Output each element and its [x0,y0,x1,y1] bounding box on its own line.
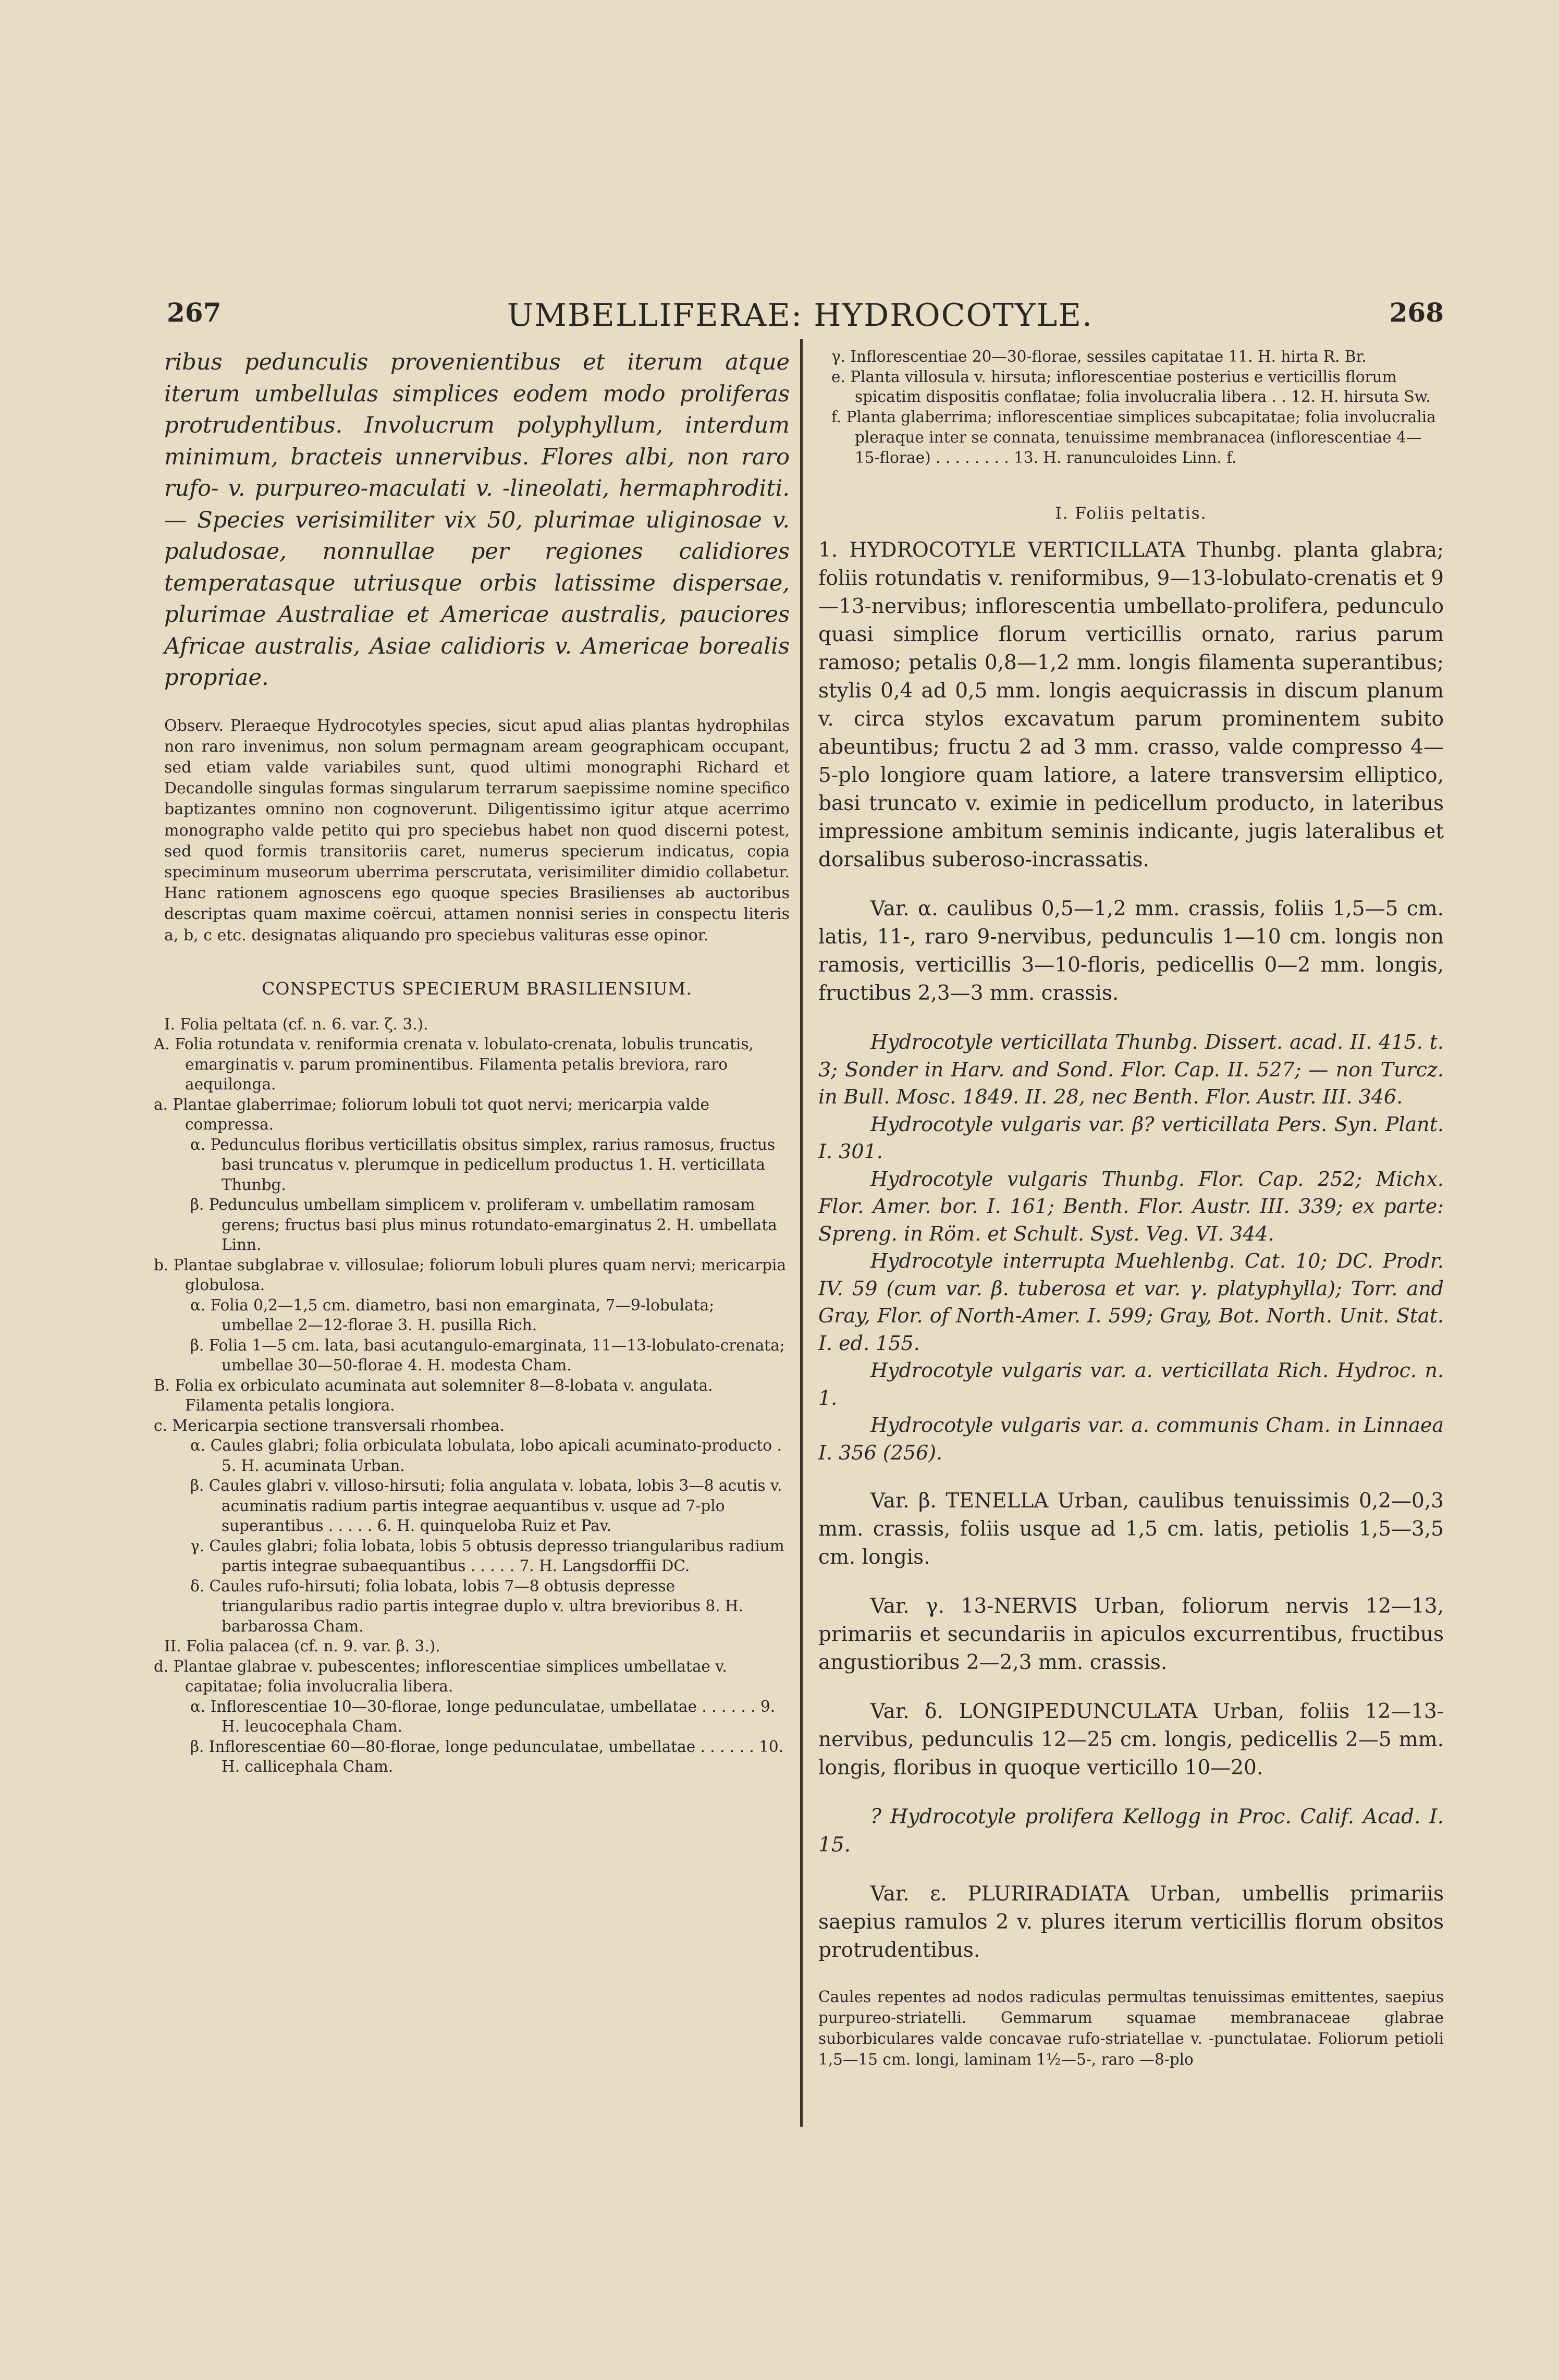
variety-gamma: Var. γ. 13-NERVIS Urban, foliorum nervis 12—13, primariis et secundariis in apiculos excurrentibus, fructibus angustioribus 2—2,3 mm. crassis. [818,1594,1444,1675]
variety-alpha: Var. α. caulibus 0,5—1,2 mm. crassis, foliis 1,5—5 cm. latis, 11-, raro 9-nervibus, pedunculis 1—10 cm. longis non ramosis, verticillis 3—10-floris, pedicellis 0—2 mm. longis, fructibus 2,3—3 mm. crassis. [818,897,1444,1005]
key-line: β. Pedunculus umbellam simplicem v. proliferam v. umbellatim ramosam gerens; fructus basi plus minus rotundato-emarginatus 2. H. umbellata Linn. [190,1196,777,1254]
species-key [154,1014,790,1777]
key-line: e. Planta villosula v. hirsuta; inflorescentiae posterius e verticillis florum spicatim dispositis conflatae; folia involucralia libera . . 12. H. hirsuta Sw. [831,367,1431,406]
synonym-entry: Hydrocotyle vulgaris var. a. communis Cham. in Linnaea I. 356 (256). [818,1414,1444,1464]
key-line: B. Folia ex orbiculato acuminata aut solemniter 8—8-lobata v. angulata. Filamenta petalis longiora. [154,1376,713,1415]
key-line: β. Inflorescentiae 60—80-florae, longe pedunculatae, umbellatae . . . . . . 10. H. callicephala Cham. [190,1737,783,1776]
key-line: I. Folia peltata (cf. n. 6. var. ζ. 3.). [164,1015,428,1033]
key-line: δ. Caules rufo-hirsuti; folia lobata, lobis 7—8 obtusis depresse triangularibus radio partis integrae duplo v. ultra brevioribus 8. H. barbarossa Cham. [190,1577,743,1635]
key-line: a. Plantae glaberrimae; foliorum lobuli tot quot nervi; mericarpia valde compressa. [154,1095,709,1134]
synonym-entry: Hydrocotyle interrupta Muehlenbg. Cat. 10; DC. Prodr. IV. 59 (cum var. β. tuberosa et var. γ. platyphylla); Torr. and Gray, Flor. of North-Amer. I. 599; Gray, Bot. North. Unit. Stat. I. ed. 155. [818,1249,1444,1355]
variety-delta: Var. δ. LONGIPEDUNCULATA Urban, foliis 12—13-nervibus, pedunculis 12—25 cm. longis, pedicellis 2—5 mm. longis, floribus in quoque verticillo 10—20. [818,1700,1444,1780]
observation-note: Observ. Pleraeque Hydrocotyles species, sicut apud alias plantas hydrophilas non raro invenimus, non solum permagnam aream geographicam occupant, sed etiam valde variabiles sunt, quod ultimi monographi Richard et Decandolle singulas formas singularum terrarum saepissime nomine specifico baptizantes omnino non cognoverunt. Diligentissimo igitur atque acerrimo monographo valde petito qui pro speciebus habet non quod discerni potest, sed quod formis transitoriis caret, numerus specierum indicatus, copia speciminum museorum uberrima perscrutata, verisimiliter dimidio collabetur. Hanc rationem agnoscens ego quoque species Brasilienses ab auctoribus descriptas quam maxime coërcui, attamen nonnisi series in conspectu literis a, b, c etc. designatas aliquando pro speciebus valituras esse opinor. [164,716,790,944]
doubtful-synonym: ? Hydrocotyle prolifera Kellogg in Proc. Calif. Acad. I. 15. [818,1805,1444,1857]
running-header [156,297,1444,339]
key-line: c. Mericarpia sectione transversali rhombea. [154,1416,505,1434]
caules-note: Caules repentes ad nodos radiculas permultas tenuissimas emittentes, saepius purpureo-striatelli. Gemmarum squamae membranaceae glabrae suborbiculares valde concavae rufo-striatellae v. -punctulatae. Foliorum petioli 1,5—15 cm. longi, laminam 1½—5-, raro —8-plo [818,1988,1444,2069]
key-line: α. Caules glabri; folia orbiculata lobulata, lobo apicali acuminato-producto . 5. H. acuminata Urban. [190,1437,782,1475]
key-line: γ. Caules glabri; folia lobata, lobis 5 obtusis depresso triangularibus radium partis integrae subaequantibus . . . . . 7. H. Langsdorffii DC. [190,1537,784,1575]
page-number-left: 267 [167,297,222,328]
synonym-entry: Hydrocotyle vulgaris var. a. verticillata Rich. Hydroc. n. 1. [818,1359,1444,1409]
synonym-entry: Hydrocotyle verticillata Thunbg. Dissert. acad. II. 415. t. 3; Sonder in Harv. and Sond. Flor. Cap. II. 527; — non Turcz. in Bull. Mosc. 1849. II. 28, nec Benth. Flor. Austr. III. 346. [818,1030,1444,1109]
conspectus-heading: CONSPECTUS SPECIERUM BRASILIENSIUM. [262,978,692,999]
left-column [154,347,790,1777]
genus-description-continued: ribus pedunculis provenientibus et iterum atque iterum umbellulas simplices eodem modo proliferas protrudentibus. Involucrum polyphyllum, interdum minimum, bracteis unnervibus. Flores albi, non raro rufo- v. purpureo-maculati v. -lineolati, hermaphroditi. — Species verisimiliter vix 50, plurimae uliginosae v. paludosae, nonnullae per regiones calidiores temperatasque utriusque orbis latissime dispersae, plurimae Australiae et Americae australis, pauciores Africae australis, Asiae calidioris v. Americae borealis propriae. [164,349,790,691]
synonymy-list [818,1028,1444,1466]
column-divider [800,339,803,2127]
synonym-entry: Hydrocotyle vulgaris var. β? verticillata Pers. Syn. Plant. I. 301. [818,1112,1444,1163]
key-line: A. Folia rotundata v. reniformia crenata v. lobulato-crenata, lobulis truncatis, emarginatis v. parum prominentibus. Filamenta petalis breviora, raro aequilonga. [154,1035,754,1094]
variety-beta: Var. β. TENELLA Urban, caulibus tenuissimis 0,2—0,3 mm. crassis, foliis usque ad 1,5 cm. latis, petiolis 1,5—3,5 cm. longis. [818,1489,1444,1569]
species-description: 1. HYDROCOTYLE VERTICILLATA Thunbg. planta glabra; foliis rotundatis v. reniformibus, 9—13-lobulato-crenatis et 9—13-nervibus; inflorescentia umbellato-prolifera, pedunculo quasi simplice florum verticillis ornato, rarius parum ramoso; petalis 0,8—1,2 mm. longis filamenta superantibus; stylis 0,4 ad 0,5 mm. longis aequicrassis in discum planum v. circa stylos excavatum parum prominentem subito abeuntibus; fructu 2 ad 3 mm. crasso, valde compresso 4—5-plo longiore quam latiore, a latere transversim elliptico, basi truncato v. eximie in pedicellum producto, in lateribus impressione ambitum seminis indicante, jugis lateralibus et dorsalibus suberoso-incrassatis. [818,538,1444,872]
key-line: b. Plantae subglabrae v. villosulae; foliorum lobuli plures quam nervi; mericarpia globulosa. [154,1256,787,1294]
key-line: γ. Inflorescentiae 20—30-florae, sessiles capitatae 11. H. hirta R. Br. [831,348,1367,365]
key-line: f. Planta glaberrima; inflorescentiae simplices subcapitatae; folia involucralia pleraque inter se connata, tenuissime membranacea (inflorescentiae 4—15-florae) . . . . . . . . 13. H. ranunculoides Linn. f. [831,408,1436,467]
species-key-continued [818,347,1444,468]
right-column [818,347,1444,2070]
running-title: UMBELLIFERAE: HYDROCOTYLE. [507,297,1094,334]
page-number-right: 268 [1389,297,1444,328]
key-line: II. Folia palacea (cf. n. 9. var. β. 3.). [164,1637,440,1655]
variety-epsilon: Var. ε. PLURIRADIATA Urban, umbellis primariis saepius ramulos 2 v. plures iterum verticillis florum obsitos protrudentibus. [818,1882,1444,1962]
section-heading: I. Foliis peltatis. [1055,504,1207,523]
key-line: α. Folia 0,2—1,5 cm. diametro, basi non emarginata, 7—9-lobulata; umbellae 2—12-florae 3. H. pusilla Rich. [190,1296,715,1334]
key-line: α. Inflorescentiae 10—30-florae, longe pedunculatae, umbellatae . . . . . . 9. H. leucocephala Cham. [190,1697,776,1736]
synonym-entry: Hydrocotyle vulgaris Thunbg. Flor. Cap. 252; Michx. Flor. Amer. bor. I. 161; Benth. Flor. Austr. III. 339; ex parte: Spreng. in Röm. et Schult. Syst. Veg. VI. 344. [818,1167,1444,1245]
key-line: β. Folia 1—5 cm. lata, basi acutangulo-emarginata, 11—13-lobulato-crenata; umbellae 30—50-florae 4. H. modesta Cham. [190,1336,785,1375]
key-line: d. Plantae glabrae v. pubescentes; inflorescentiae simplices umbellatae v. capitatae; folia involucralia libera. [154,1657,727,1696]
key-line: β. Caules glabri v. villoso-hirsuti; folia angulata v. lobata, lobis 3—8 acutis v. acuminatis radium partis integrae aequantibus v. usque ad 7-plo superantibus . . . . . 6. H. quinqueloba Ruiz et Pav. [190,1477,782,1535]
key-line: α. Pedunculus floribus verticillatis obsitus simplex, rarius ramosus, fructus basi truncatus v. plerumque in pedicellum productus 1. H. verticillata Thunbg. [190,1135,776,1194]
